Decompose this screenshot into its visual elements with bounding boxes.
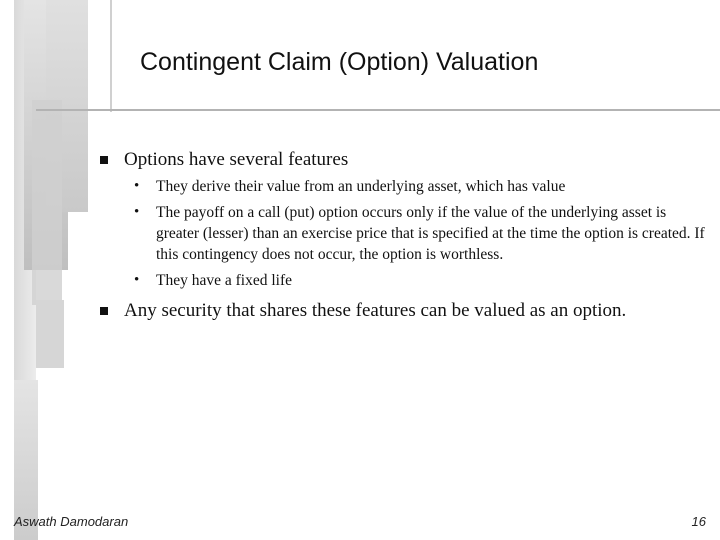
- sub-bullet-item: [96, 270, 706, 291]
- sub-bullet-list: [96, 176, 706, 291]
- decor-line: [110, 0, 112, 112]
- slide-body: [96, 148, 706, 323]
- dot-bullet-icon: •: [134, 204, 140, 220]
- bullet-text: Any security that shares these features can be valued as an option.: [124, 300, 627, 321]
- sub-bullet-item: [96, 176, 706, 197]
- sub-bullet-text: They have a fixed life: [156, 272, 292, 289]
- square-bullet-icon: [100, 307, 108, 315]
- sub-bullet-item: [96, 202, 706, 265]
- bullet-text: Options have several features: [124, 149, 349, 170]
- title-divider: [36, 109, 720, 111]
- page-number: 16: [691, 514, 706, 529]
- decor-bar: [32, 100, 62, 305]
- decor-bar: [36, 300, 64, 368]
- footer-author: Aswath Damodaran: [14, 514, 129, 529]
- square-bullet-icon: [100, 156, 108, 164]
- sub-bullet-text: They derive their value from an underlying asset, which has value: [156, 178, 566, 195]
- sub-bullet-text: The payoff on a call (put) option occurs only if the value of the underlying asset is greater (lesser) than an exercise price that is specified at the time the option is created. If this contingency does not occur, the option is worthless.: [156, 204, 705, 263]
- dot-bullet-icon: •: [134, 272, 140, 288]
- dot-bullet-icon: •: [134, 178, 140, 194]
- bullet-item: [96, 299, 706, 323]
- bullet-item: [96, 148, 706, 172]
- slide-title: Contingent Claim (Option) Valuation: [140, 48, 539, 76]
